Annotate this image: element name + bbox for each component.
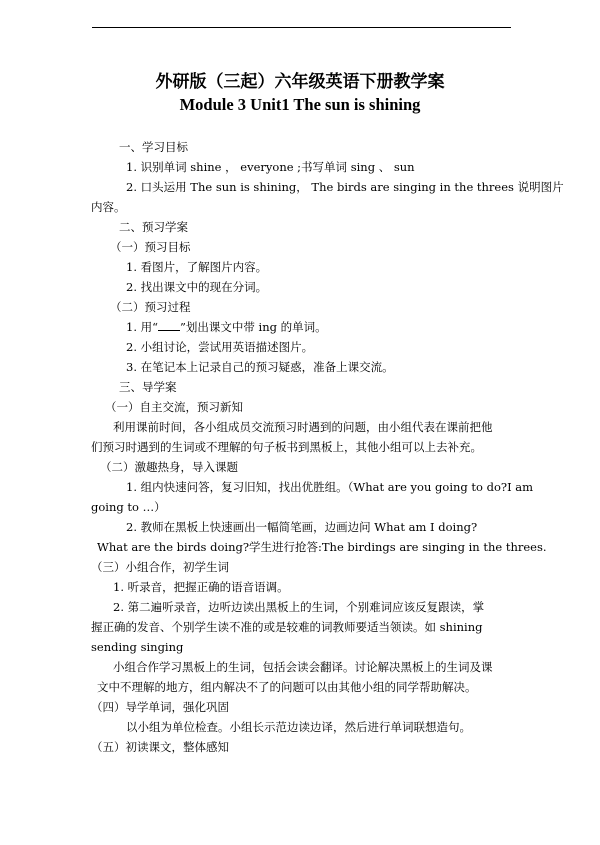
paragraph-line: 利用课前时间，各小组成员交流预习时遇到的问题，由小组代表在课前把他 [113, 420, 493, 434]
list-item-suffix: ”划出课文中带 ing 的单词。 [180, 320, 327, 334]
list-item: 2. 第二遍听录音，边听边读出黑板上的生词，个别难词应该反复跟读，掌 [113, 600, 485, 614]
list-item-underline [126, 319, 327, 335]
list-item-cont: 握正确的发音、个别学生读不准的或是较难的词教师要适当领读。如 shining [91, 620, 483, 634]
paragraph-line: 文中不理解的地方，组内解决不了的问题可以由其他小组的同学帮助解决。 [97, 680, 477, 694]
list-item: 2. 教师在黑板上快速画出一幅简笔画，边画边问 What am I doing? [126, 520, 478, 534]
section-heading-preview: 二、预习学案 [119, 220, 188, 234]
list-item-cont: sending singing [91, 640, 184, 654]
goal-item-2-cont: 内容。 [91, 200, 126, 214]
list-item-prefix: 1. 用“ [126, 320, 159, 334]
subsection-heading: （三）小组合作，初学生词 [91, 560, 229, 574]
goal-item-2: 2. 口头运用 The sun is shining， The birds are singing in the threes 说明图片 [126, 180, 564, 194]
goal-item-1: 1. 识别单词 shine ， everyone ;书写单词 sing 、 sun [126, 160, 415, 174]
list-item: 2. 小组讨论，尝试用英语描述图片。 [126, 340, 314, 354]
subsection-heading: （五）初读课文，整体感知 [91, 740, 229, 754]
paragraph-line: 们预习时遇到的生词或不理解的句子板书到黑板上，其他小组可以上去补充。 [91, 440, 482, 454]
subsection-heading: （四）导学单词，强化巩固 [91, 700, 229, 714]
section-heading-guide: 三、导学案 [119, 380, 177, 394]
list-item: 1. 看图片，了解图片内容。 [126, 260, 268, 274]
subsection-heading: （二）激趣热身，导入课题 [100, 460, 238, 474]
subsection-heading: （一）自主交流，预习新知 [105, 400, 243, 414]
list-item: 1. 听录音，把握正确的语音语调。 [113, 580, 289, 594]
underline-blank [158, 320, 180, 331]
paragraph-line: 以小组为单位检查。小组长示范边读边译，然后进行单词联想造句。 [126, 720, 471, 734]
document-title: 外研版（三起）六年级英语下册教学案 [155, 72, 445, 92]
subsection-heading: （一）预习目标 [110, 240, 191, 254]
list-item: 1. 组内快速问答，复习旧知，找出优胜组。（What are you going to do?I am [126, 480, 534, 494]
header-rule [92, 27, 511, 28]
list-item-cont: going to …） [91, 500, 166, 514]
paragraph-line: 小组合作学习黑板上的生词，包括会读会翻译。讨论解决黑板上的生词及课 [113, 660, 493, 674]
list-item-cont: What are the birds doing?学生进行抢答:The birdings are singing in the threes. [97, 540, 547, 554]
section-heading-goals: 一、学习目标 [119, 140, 188, 154]
list-item: 2. 找出课文中的现在分词。 [126, 280, 268, 294]
subsection-heading: （二）预习过程 [110, 300, 191, 314]
document-subtitle: Module 3 Unit1 The sun is shining [179, 95, 421, 114]
list-item: 3. 在笔记本上记录自己的预习疑惑，准备上课交流。 [126, 360, 394, 374]
